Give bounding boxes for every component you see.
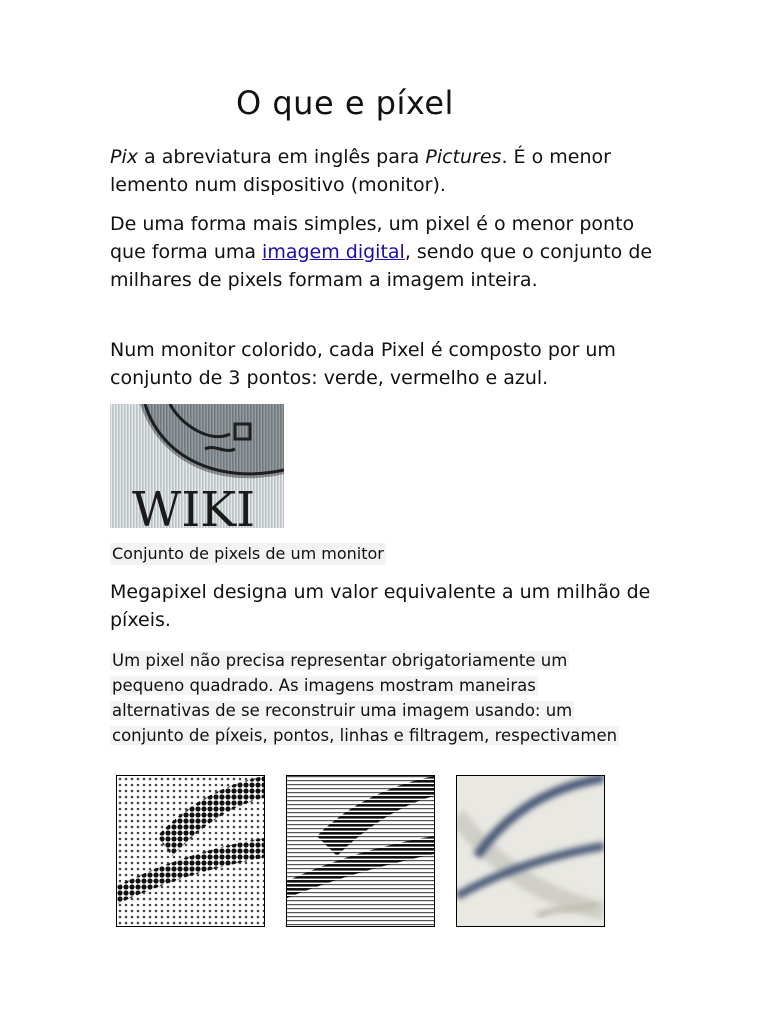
paragraph-reconstruction — [110, 648, 670, 748]
filtered-svg — [457, 776, 604, 926]
term-pix: Pix — [110, 146, 138, 168]
paragraph-monitor: Num monitor colorido, cada Pixel é composto por um conjunto de 3 pontos: verde, vermelho e azul. — [110, 339, 616, 389]
text-line: Um pixel não precisa representar obrigatoriamente um — [112, 651, 568, 670]
lines-reconstruction-image — [286, 775, 435, 927]
text-line: pequeno quadrado. As imagens mostram maneiras — [112, 676, 536, 695]
wikipedia-globe-closeup-image — [110, 404, 284, 528]
figure-caption: Conjunto de pixels de um monitor — [112, 544, 384, 563]
text: , sendo que o conjunto de milhares de pixels formam a imagem inteira. — [110, 241, 653, 291]
wiki-pixels-svg — [110, 404, 284, 528]
text: De uma forma mais simples, um pixel é o menor ponto que forma uma — [110, 213, 635, 263]
dots-reconstruction-image — [116, 775, 265, 927]
wiki-word: WIKI — [132, 482, 256, 528]
text: a abreviatura em inglês para — [137, 146, 426, 168]
paragraph-simple-definition — [110, 210, 670, 294]
filtered-reconstruction-image — [456, 775, 605, 927]
term-pictures: Pictures — [425, 146, 502, 168]
text-line: alternativas de se reconstruir uma imagem usando: um — [112, 701, 573, 720]
paragraph-pix-definition — [110, 143, 670, 199]
page-title: O que e píxel — [236, 84, 454, 122]
lines-svg — [287, 776, 434, 926]
text-line: conjunto de píxeis, pontos, linhas e filtragem, respectivamen — [112, 726, 618, 745]
text: . É o menor lemento num dispositivo (monitor). — [110, 146, 611, 196]
paragraph-megapixel: Megapixel designa um valor equivalente a um milhão de píxeis. — [110, 581, 651, 631]
imagem-digital-link[interactable]: imagem digital — [262, 241, 405, 263]
dots-svg — [117, 776, 264, 926]
